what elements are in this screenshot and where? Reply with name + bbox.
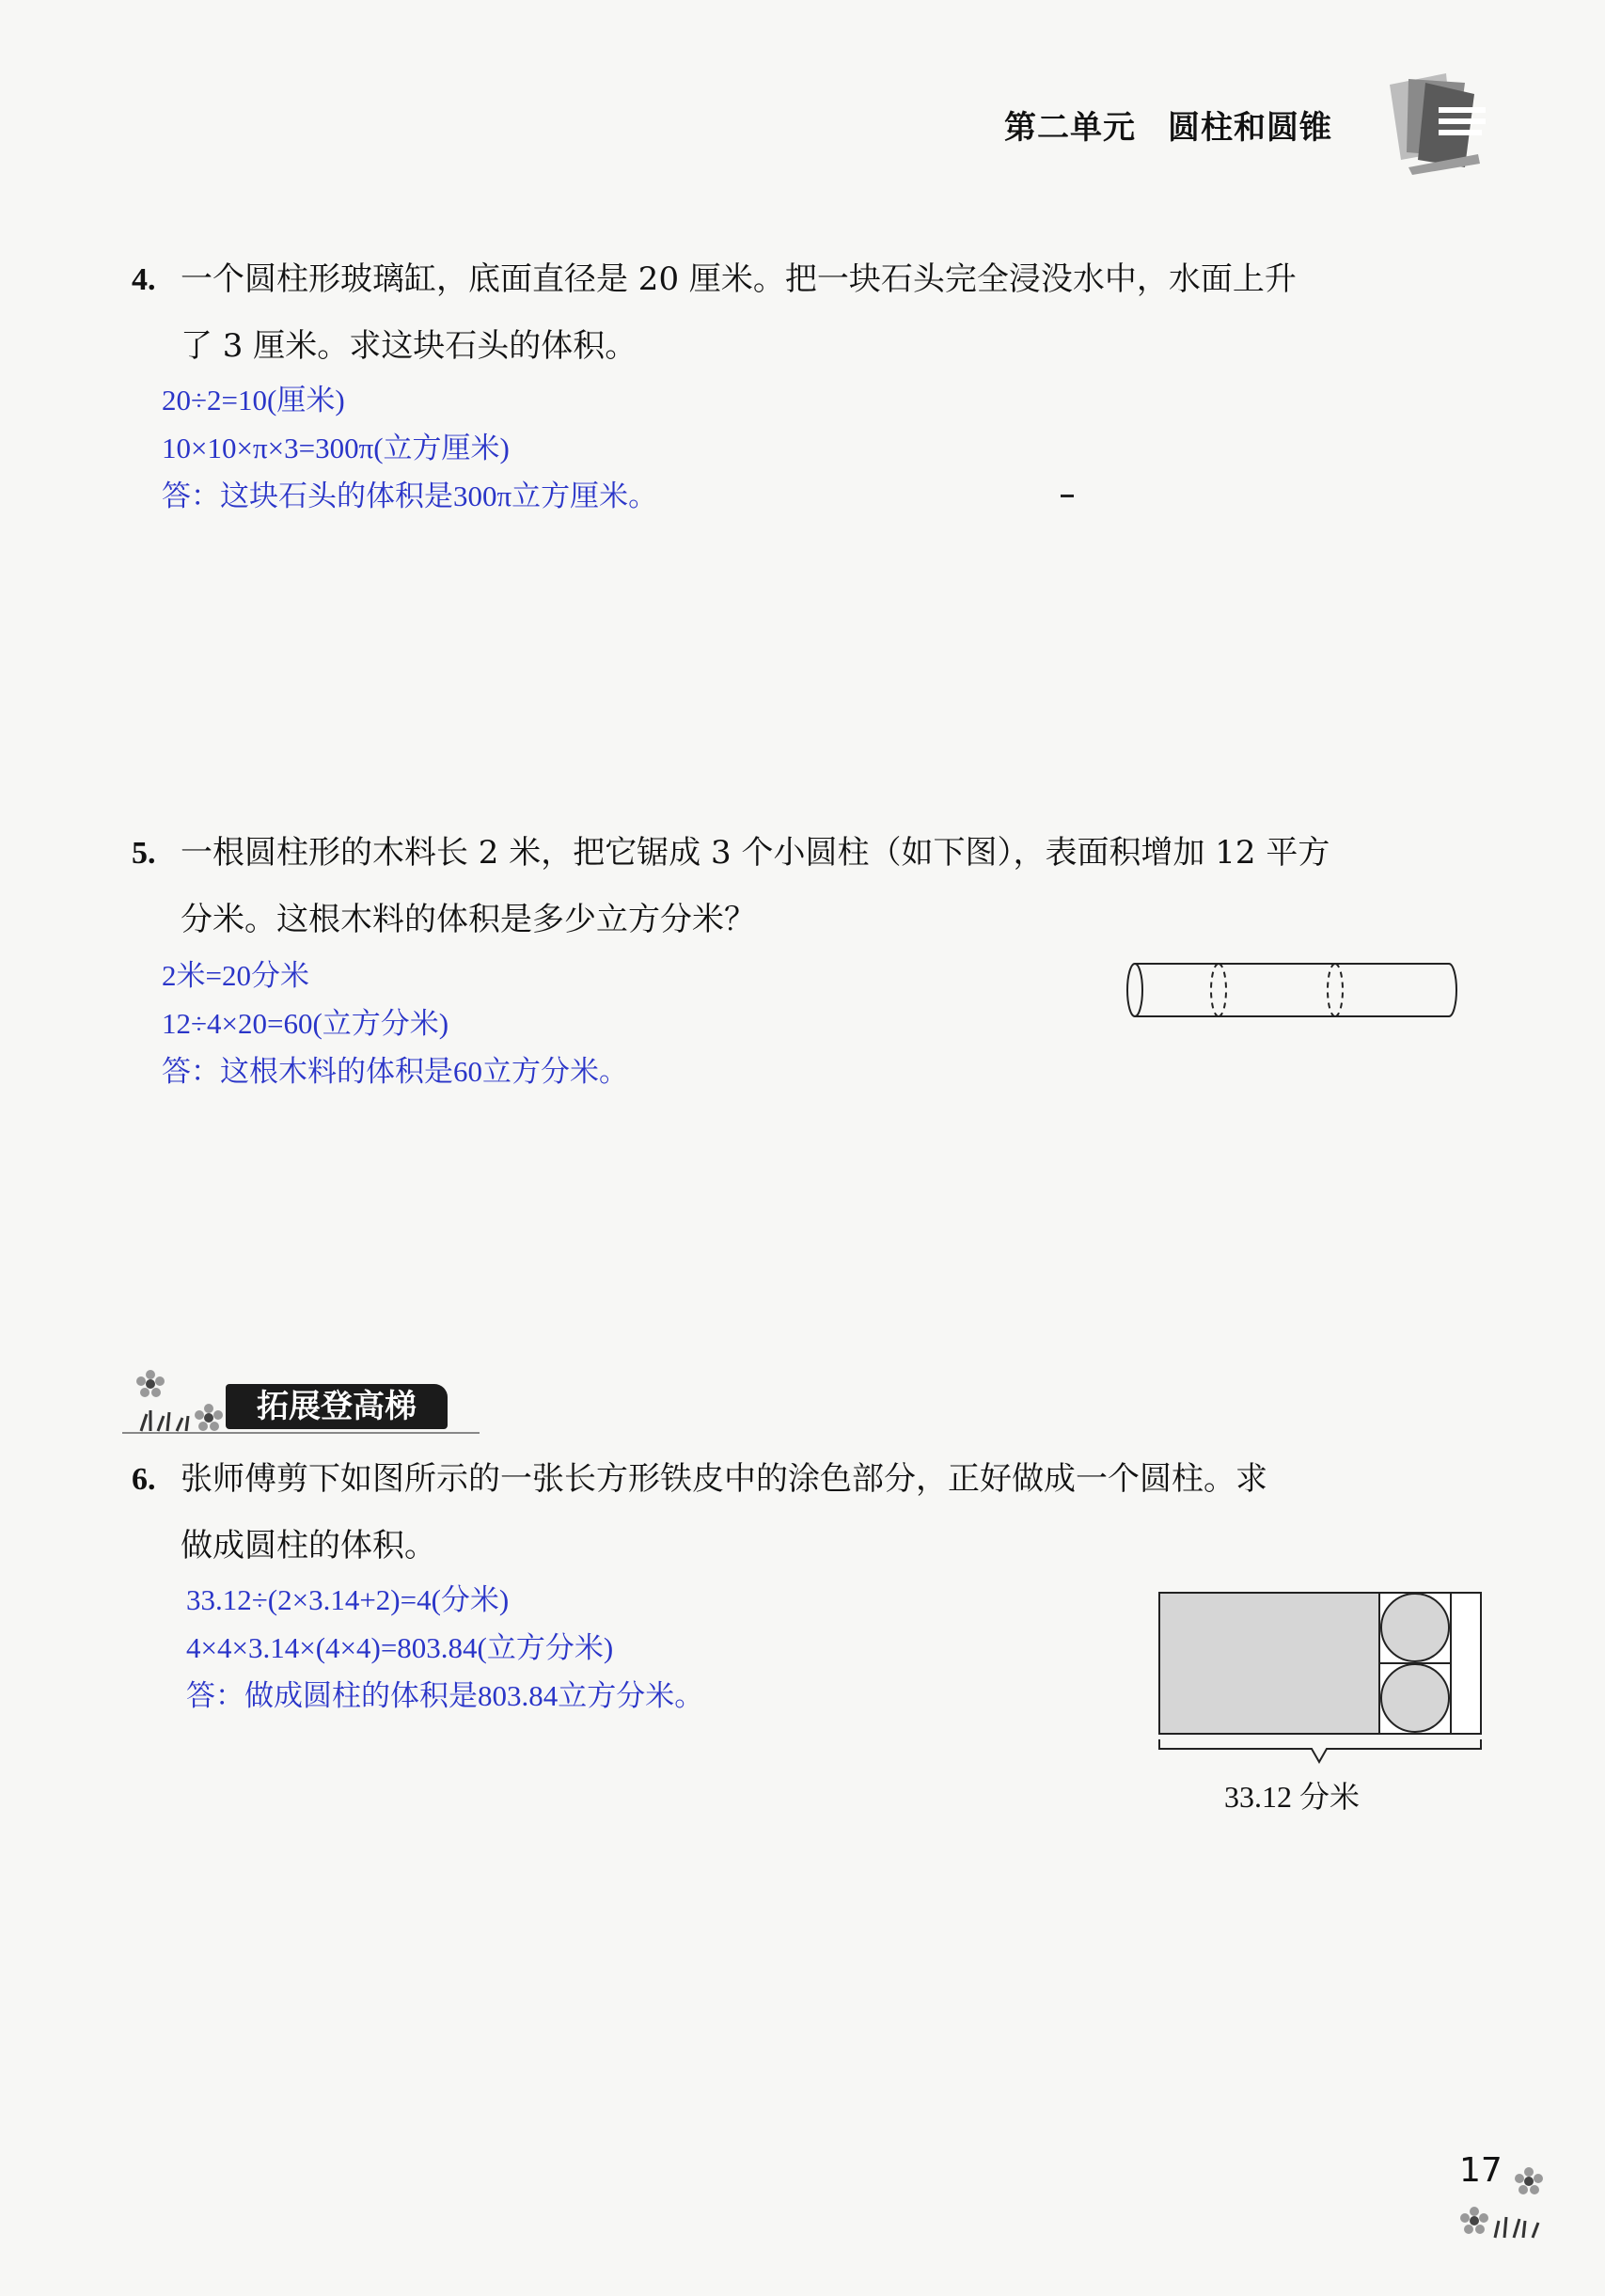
question-text-line1: 一根圆柱形的木料长 2 米，把它锯成 3 个小圆柱（如下图），表面积增加 12 平方	[181, 834, 1330, 872]
answer-line: 答：这根木料的体积是60立方分米。	[162, 1055, 628, 1088]
question-5	[132, 820, 1330, 952]
iron-sheet-figure	[1152, 1585, 1490, 1783]
answer-4	[162, 376, 657, 520]
question-number: 6.	[132, 1462, 156, 1497]
header-decoration-icon	[1380, 66, 1493, 179]
answer-line: 2米=20分米	[162, 959, 309, 992]
question-number: 4.	[132, 262, 156, 297]
question-text-line2: 做成圆柱的体积。	[181, 1527, 436, 1565]
stray-mark	[1061, 495, 1074, 497]
header-unit: 第二单元	[1004, 109, 1136, 147]
answer-line: 12÷4×20=60(立方分米)	[162, 1007, 449, 1040]
question-text-line1: 一个圆柱形玻璃缸，底面直径是 20 厘米。把一块石头完全浸没水中，水面上升	[181, 260, 1297, 298]
question-6	[132, 1446, 1267, 1579]
answer-line: 33.12÷(2×3.14+2)=4(分米)	[186, 1583, 510, 1616]
question-number: 5.	[132, 836, 156, 871]
page-header	[1004, 102, 1332, 148]
answer-5	[162, 951, 628, 1095]
question-text-line2: 分米。这根木料的体积是多少立方分米？	[181, 901, 756, 938]
answer-line: 答：做成圆柱的体积是803.84立方分米。	[186, 1679, 704, 1712]
header-title: 圆柱和圆锥	[1168, 109, 1332, 147]
answer-line: 4×4×3.14×(4×4)=803.84(立方分米)	[186, 1631, 614, 1664]
question-text-line1: 张师傅剪下如图所示的一张长方形铁皮中的涂色部分，正好做成一个圆柱。求	[181, 1460, 1267, 1498]
figure-caption: 33.12 分米	[1224, 1780, 1361, 1814]
answer-line: 10×10×π×3=300π(立方厘米)	[162, 432, 510, 464]
answer-line: 答：这块石头的体积是300π立方厘米。	[162, 480, 658, 512]
question-text-line2: 了 3 厘米。求这块石头的体积。	[181, 327, 637, 365]
cylinder-log-figure	[1124, 957, 1462, 1023]
question-4	[132, 246, 1297, 379]
section-label: 拓展登高梯	[226, 1384, 448, 1429]
page-number: 17	[1459, 2151, 1503, 2190]
answer-line: 20÷2=10(厘米)	[162, 384, 345, 417]
answer-6	[186, 1576, 703, 1720]
